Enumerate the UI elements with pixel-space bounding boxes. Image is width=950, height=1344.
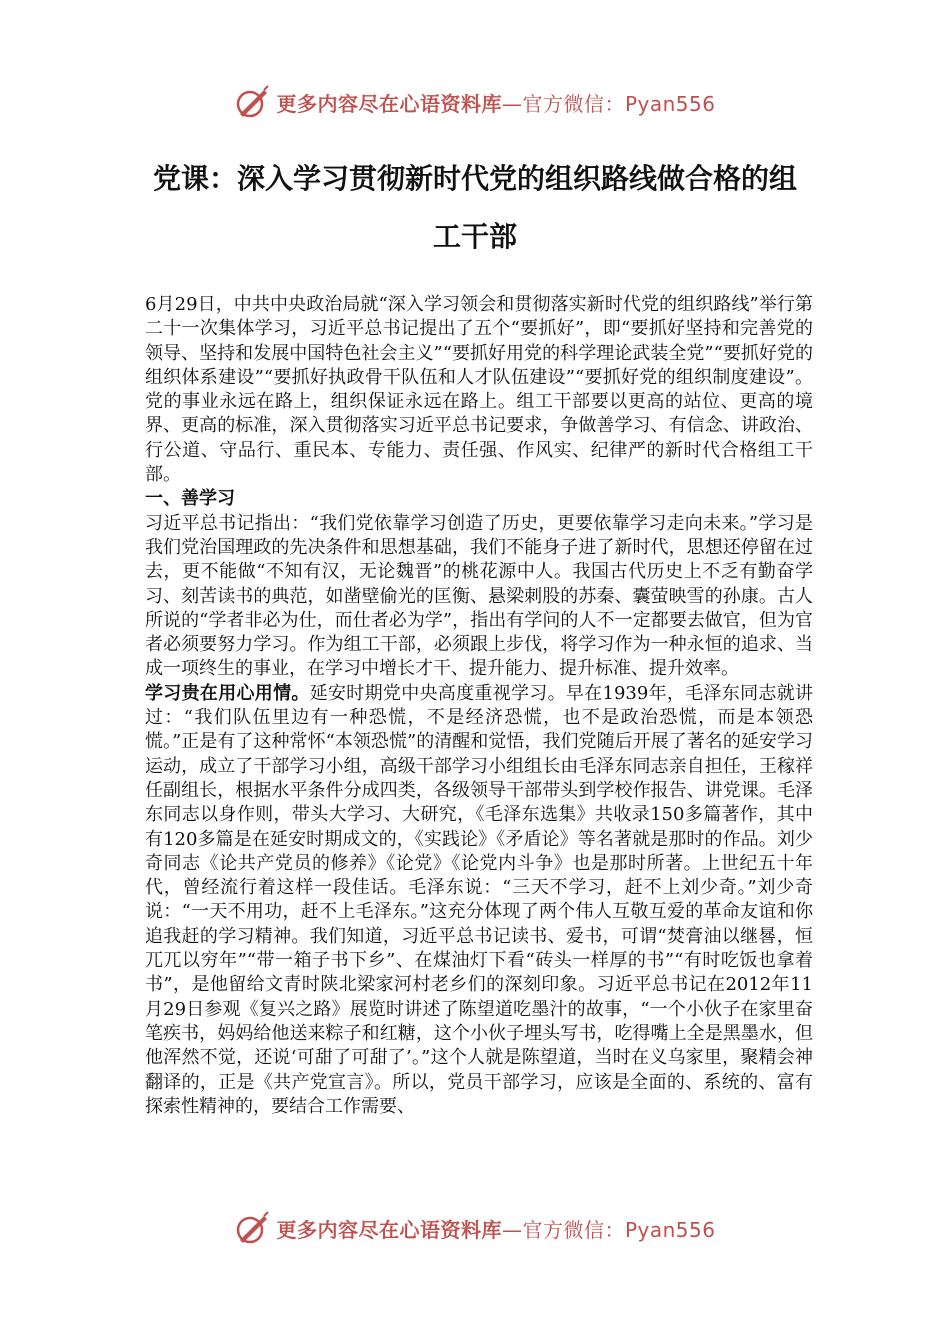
section-paragraph: 习近平总书记指出：“我们党依靠学习创造了历史，更要依靠学习走向未来。”学习是我们党治国理政的先决条件和思想基础，我们不能身子进了新时代，思想还停留在过去，更不能做“不知有汉，无论魏晋”的桃花源中人。我国古代历史上不乏有勤奋学习、刻苦读书的典范，如凿壁偷光的匡衡、悬梁刺股的苏秦、囊萤映雪的孙康。古人所说的“学者非必为仕，而仕者必为学”，指出有学问的人不一定都要去做官，但为官者必须要努力学习。作为组工干部，必须跟上步伐，将学习作为一种永恒的追求、当成一项终生的事业，在学习中增长才干、提升能力、提升标准、提升效率。 (145, 512, 813, 680)
document-body (145, 293, 813, 1119)
paragraph-body: 延安时期党中央高度重视学习。早在1939年，毛泽东同志就讲过：“我们队伍里边有一种恐慌，不是经济恐慌，也不是政治恐慌，而是本领恐慌。”正是有了这种常怀“本领恐慌”的清醒和觉悟，我们党随后开展了著名的延安学习运动，成立了干部学习小组，高级干部学习小组组长由毛泽东同志亲自担任，王稼祥任副组长，根据水平条件分成四类，各级领导干部带头到学校作报告、讲党课。毛泽东同志以身作则，带头大学习、大研究，《毛泽东选集》共收录150多篇著作，其中有120多篇是在延安时期成文的，《实践论》《矛盾论》等名著就是那时的作品。刘少奇同志《论共产党员的修养》《论党》《论党内斗争》也是那时所著。上世纪五十年代，曾经流行着这样一段佳话。毛泽东说：“三天不学习，赶不上刘少奇。”刘少奇说：“一天不用功，赶不上毛泽东。”这充分体现了两个伟人互敬互爱的革命友谊和你追我赶的学习精神。我们知道，习近平总书记读书、爱书，可谓“焚膏油以继晷，恒兀兀以穷年”“带一箱子书下乡”、在煤油灯下看“砖头一样厚的书”“有时吃饭也拿着书”，是他留给文青时陕北梁家河村老乡们的深刻印象。习近平总书记在2012年11月29日参观《复兴之路》展览时讲述了陈望道吃墨汁的故事，“一个小伙子在家里奋笔疾书，妈妈给他送来粽子和红糖，这个小伙子埋头写书，吃得嘴上全是黑墨水，但他浑然不觉，还说‘可甜了可甜了’。”这个人就是陈望道，当时在义乌家里，聚精会神翻译的，正是《共产党宣言》。所以，党员干部学习，应该是全面的、系统的、富有探索性精神的，要结合工作需要、 (145, 682, 813, 1117)
pen-logo-icon (234, 84, 270, 120)
banner-text-sub: —官方微信：Pyan556 (501, 91, 716, 116)
document-title: 党课：深入学习贯彻新时代党的组织路线做合格的组工干部 (152, 162, 797, 253)
banner-text-main: 更多内容尽在心语资料库 (276, 91, 502, 116)
section-heading: 一、善学习 (145, 488, 235, 510)
pen-logo-icon (234, 1210, 270, 1246)
footer-banner (0, 1208, 950, 1248)
paragraph-lead: 学习贵在用心用情。 (145, 682, 310, 704)
banner-text-main: 更多内容尽在心语资料库 (276, 1217, 502, 1242)
lead-paragraph (145, 682, 813, 1119)
banner-text-sub: —官方微信：Pyan556 (501, 1217, 716, 1242)
intro-paragraph: 6月29日，中共中央政治局就“深入学习领会和贯彻落实新时代党的组织路线”举行第二十一次集体学习，习近平总书记提出了五个“要抓好”，即“要抓好坚持和完善党的领导、坚持和发展中国特色社会主义”“要抓好用党的科学理论武装全党”“要抓好党的组织体系建设”“要抓好执政骨干队伍和人才队伍建设”“要抓好党的组织制度建设”。党的事业永远在路上，组织保证永远在路上。组工干部要以更高的站位、更高的境界、更高的标准，深入贯彻落实习近平总书记要求，争做善学习、有信念、讲政治、行公道、守品行、重民本、专能力、责任强、作风实、纪律严的新时代合格组工干部。 (145, 294, 813, 486)
header-banner (0, 82, 950, 122)
